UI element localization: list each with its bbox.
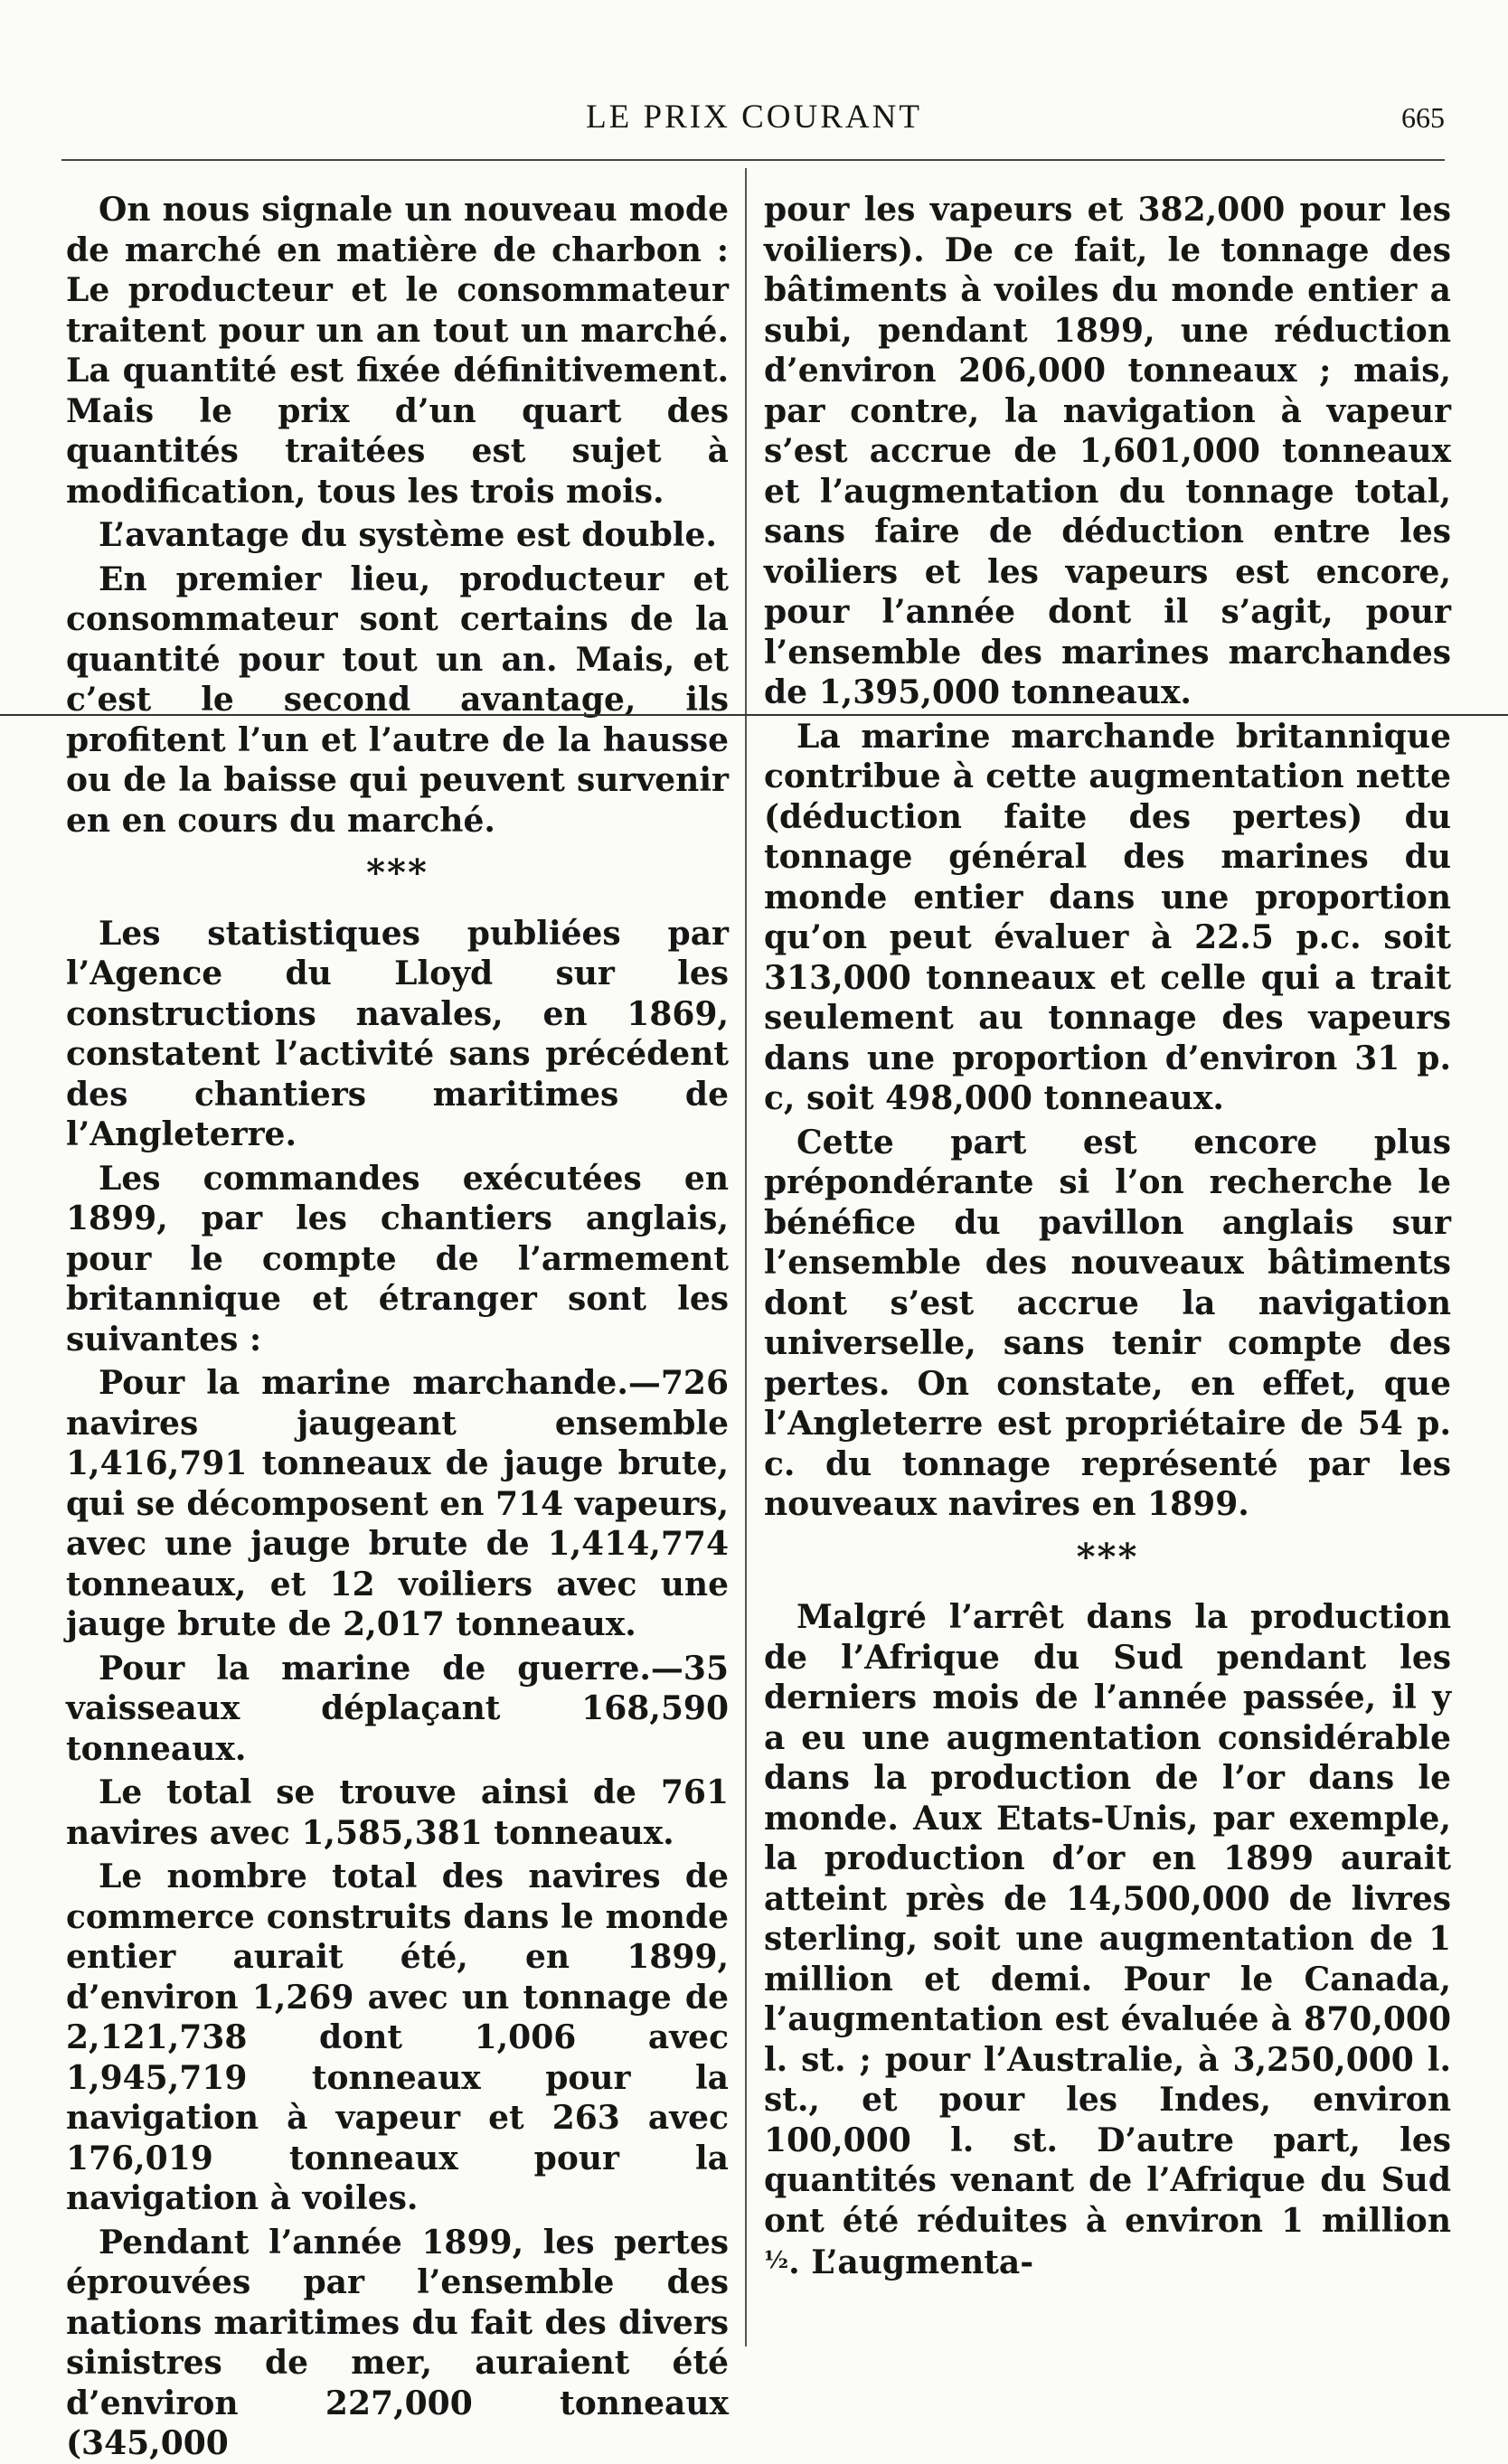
paragraph-tail: . L’augmenta-: [788, 2243, 1034, 2281]
right-column: [764, 190, 1451, 2359]
header-rule: [61, 159, 1445, 161]
paragraph: Pendant l’année 1899, les pertes éprouvées par l’ensemble des nations maritimes du fait des divers sinistres de mer, auraient été d’environ 227,000 tonneaux (345,000: [66, 2223, 729, 2462]
paragraph: Le nombre total des navires de commerce construits dans le monde entier aurait été, en 1899, d’environ 1,269 avec un tonnage de 2,121,738 dont 1,006 avec 1,945,719 tonneaux pour la navigation à vapeur et 263 avec 176,019 tonneaux pour la navigation à voiles.: [66, 1857, 729, 2217]
paragraph: La marine marchande britannique contribue à cette augmentation nette (déduction faite des pertes) du tonnage général des marines du monde entier dans une proportion qu’on peut évaluer à 22.5 p.c. soit 313,000 tonneaux et celle qui a trait seulement au tonnage des vapeurs dans une proportion d’environ 31 p. c, soit 498,000 tonneaux.: [764, 717, 1451, 1117]
paragraph: On nous signale un nouveau mode de marché en matière de charbon : Le producteur et le consommateur traitent pour un an tout un marché. La quantité est fixée définitivement. Mais le prix d’un quart des quantités traitées est sujet à modification, tous les trois mois.: [66, 191, 729, 511]
column-divider: [745, 168, 747, 2346]
section-separator: ***: [366, 851, 429, 894]
paragraph-text: Malgré l’arrêt dans la production de l’Afrique du Sud pendant les derniers mois de l’année passée, il y a eu une augmentation considérable dans la production de l’or dans le monde. Aux Etats-Unis, par exemple, la production d’or en 1899 aurait atteint près de 14,500,000 de livres sterling, soit une augmentation de 1 million et demi. Pour le Canada, l’augmentation est évaluée à 870,000 l. st. ; pour l’Australie, à 3,250,000 l. st., et pour les Indes, environ 100,000 l. st. D’autre part, les quantités venant de l’Afrique du Sud ont été réduites à environ 1 million: [764, 1598, 1451, 2240]
left-column: [66, 190, 729, 2462]
paragraph: L’avantage du système est double.: [99, 516, 717, 554]
paragraph: Les statistiques publiées par l’Agence du Lloyd sur les constructions navales, en 1869, constatent l’activité sans précédent des chantiers maritimes de l’Angleterre.: [66, 914, 729, 1153]
paragraph: pour les vapeurs et 382,000 pour les voiliers). De ce fait, le tonnage des bâtiments à voiles du monde entier a subi, pendant 1899, une réduction d’environ 206,000 tonneaux ; mais, par contre, la navigation à vapeur s’est accrue de 1,601,000 tonneaux et l’augmentation du tonnage total, sans faire de déduction entre les voiliers et les vapeurs est encore, pour l’année dont il s’agit, pour l’ensemble des marines marchandes de 1,395,000 tonneaux.: [764, 191, 1451, 711]
paragraph: [764, 1597, 1451, 2283]
section-separator: ***: [1076, 1535, 1139, 1578]
running-title: LE PRIX COURANT: [586, 99, 922, 136]
paragraph: Cette part est encore plus prépondérante si l’on recherche le bénéfice du pavillon anglais sur l’ensemble des nouveaux bâtiments dont s’est accrue la navigation universelle, sans tenir compte des pertes. On constate, en effet, que l’Angleterre est propriétaire de 54 p. c. du tonnage représenté par les nouveaux navires en 1899.: [764, 1123, 1451, 1523]
strikethrough-line: [0, 714, 1508, 716]
paragraph: Pour la marine de guerre.—35 vaisseaux déplaçant 168,590 tonneaux.: [66, 1649, 729, 1768]
paragraph: Le total se trouve ainsi de 761 navires avec 1,585,381 tonneaux.: [66, 1773, 729, 1852]
paragraph: Pour la marine marchande.—726 navires jaugeant ensemble 1,416,791 tonneaux de jauge brute, qui se décomposent en 714 vapeurs, avec une jauge brute de 1,414,774 tonneaux, et 12 voiliers avec une jauge brute de 2,017 tonneaux.: [66, 1364, 729, 1643]
fraction: ½: [764, 2247, 789, 2274]
page-header: [0, 98, 1508, 152]
paragraph: Les commandes exécutées en 1899, par les chantiers anglais, pour le compte de l’armement britannique et étranger sont les suivantes :: [66, 1159, 729, 1359]
page-number: 665: [1401, 101, 1445, 134]
paragraph: En premier lieu, producteur et consommateur sont certains de la quantité pour tout un an. Mais, et c’est le second avantage, ils profitent l’un et l’autre de la hausse ou de la baisse qui peuvent survenir en en cours du marché.: [66, 560, 729, 840]
